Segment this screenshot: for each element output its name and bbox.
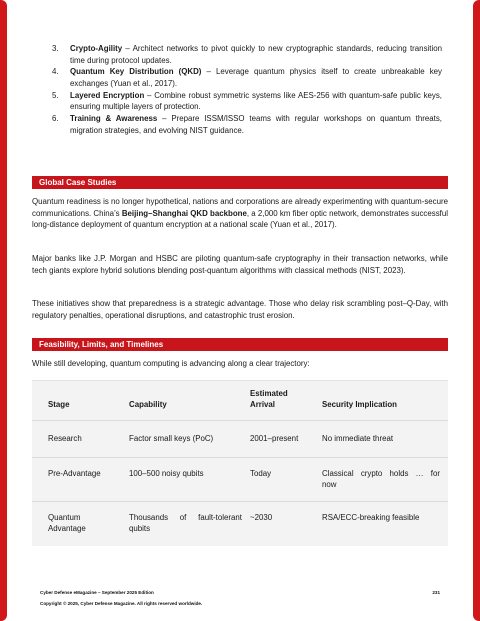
cell-capability-line-1: Thousands of fault-tolerant xyxy=(129,513,242,522)
paragraph-bold-text: Beijing–Shanghai QKD backbone xyxy=(121,208,247,218)
cell-arrival: ~2030 xyxy=(250,513,273,522)
list-item-number: 5. xyxy=(52,90,59,100)
list-item-title: Training & Awareness xyxy=(70,114,158,124)
cell-implication: No immediate threat xyxy=(322,434,394,443)
header-stage: Stage xyxy=(48,400,70,409)
header-capability: Capability xyxy=(129,400,167,409)
list-item xyxy=(52,43,442,66)
footer-copyright: Copyright © 2025, Cyber Defense Magazine. All rights reserved worldwide. xyxy=(40,601,203,606)
case-studies-paragraph-1 xyxy=(32,196,448,231)
cell-stage-line-1: Quantum xyxy=(48,513,81,522)
feasibility-intro: While still developing, quantum computing is advancing along a clear trajectory: xyxy=(32,359,310,368)
cell-implication: RSA/ECC-breaking feasible xyxy=(322,513,420,522)
cell-capability-line-2: qubits xyxy=(129,524,151,533)
table-header-row xyxy=(32,381,448,421)
cell-arrival: Today xyxy=(250,469,272,478)
page-number: 231 xyxy=(432,590,440,595)
timeline-table xyxy=(32,380,448,546)
cell-implication-line-2: now xyxy=(322,480,337,489)
list-item-number: 4. xyxy=(52,67,59,77)
list-item-number: 3. xyxy=(52,44,59,53)
footer-edition-text: Cyber Defense eMagazine – September 2025 Edition xyxy=(40,590,154,595)
case-studies-paragraph-2: Major banks like J.P. Morgan and HSBC are piloting quantum-safe cryptography in their transaction networks, while tech giants explore hybrid solutions blending post-quantum algorithms with classical methods (NIST, 2023). xyxy=(32,254,448,275)
table-row xyxy=(32,458,448,502)
footer-edition xyxy=(40,590,440,595)
left-edge-bar xyxy=(0,0,7,621)
list-item xyxy=(52,90,442,113)
cell-capability: Factor small keys (PoC) xyxy=(129,434,214,443)
list-item-title: Quantum Key Distribution (QKD) xyxy=(70,67,202,77)
cell-stage: Pre-Advantage xyxy=(48,469,101,478)
list-item-text: – Leverage quantum physics itself to create unbreakable key exchanges (Yuan et al., 2017). xyxy=(70,67,442,88)
list-item-number: 6. xyxy=(52,114,59,124)
cell-stage-line-2: Advantage xyxy=(48,524,86,533)
cell-stage: Research xyxy=(48,434,82,443)
list-item xyxy=(52,66,442,89)
right-edge-bar xyxy=(473,0,480,621)
list-item-text: – Prepare ISSM/ISSO teams with regular workshops on quantum threats, migration strategies, and evolving NIST guidance. xyxy=(70,114,442,135)
cell-implication-line-1: Classical crypto holds … for xyxy=(322,469,440,478)
cell-arrival: 2001–present xyxy=(250,434,299,443)
cell-capability: 100–500 noisy qubits xyxy=(129,469,204,478)
strategy-list xyxy=(52,43,442,137)
table-row xyxy=(32,421,448,458)
section-heading-case-studies: Global Case Studies xyxy=(32,176,448,189)
section-heading-feasibility: Feasibility, Limits, and Timelines xyxy=(32,338,448,351)
list-item-title: Crypto-Agility xyxy=(70,44,123,53)
list-item-text: – Combine robust symmetric systems like AES-256 with quantum-safe public keys, ensuring multiple layers of protection. xyxy=(70,90,442,112)
case-studies-paragraph-3: These initiatives show that preparedness is a strategic advantage. Those who delay risk scrambling post–Q-Day, with regulatory penalties, operational disruptions, and catastrophic trust erosion. xyxy=(32,299,448,320)
paragraph-text: , a 2,000 km fiber optic network, demonstrates successful long-distance deployment of quantum encryption at a national scale (Yuan et al., 2017). xyxy=(32,208,448,230)
paragraph-text: Quantum readiness is no longer hypothetical, nations and corporations are already experimenting with quantum-secure communications. China’s xyxy=(32,197,448,218)
list-item xyxy=(52,113,442,136)
header-arrival-line-2: Arrival xyxy=(250,400,276,409)
header-implication: Security Implication xyxy=(322,400,397,409)
list-item-title: Layered Encryption xyxy=(70,90,145,100)
header-arrival-line-1: Estimated xyxy=(250,389,288,398)
list-item-text: – Architect networks to pivot quickly to new cryptographic standards, reducing transition time during protocol updates. xyxy=(70,44,442,65)
table-row xyxy=(32,502,448,547)
